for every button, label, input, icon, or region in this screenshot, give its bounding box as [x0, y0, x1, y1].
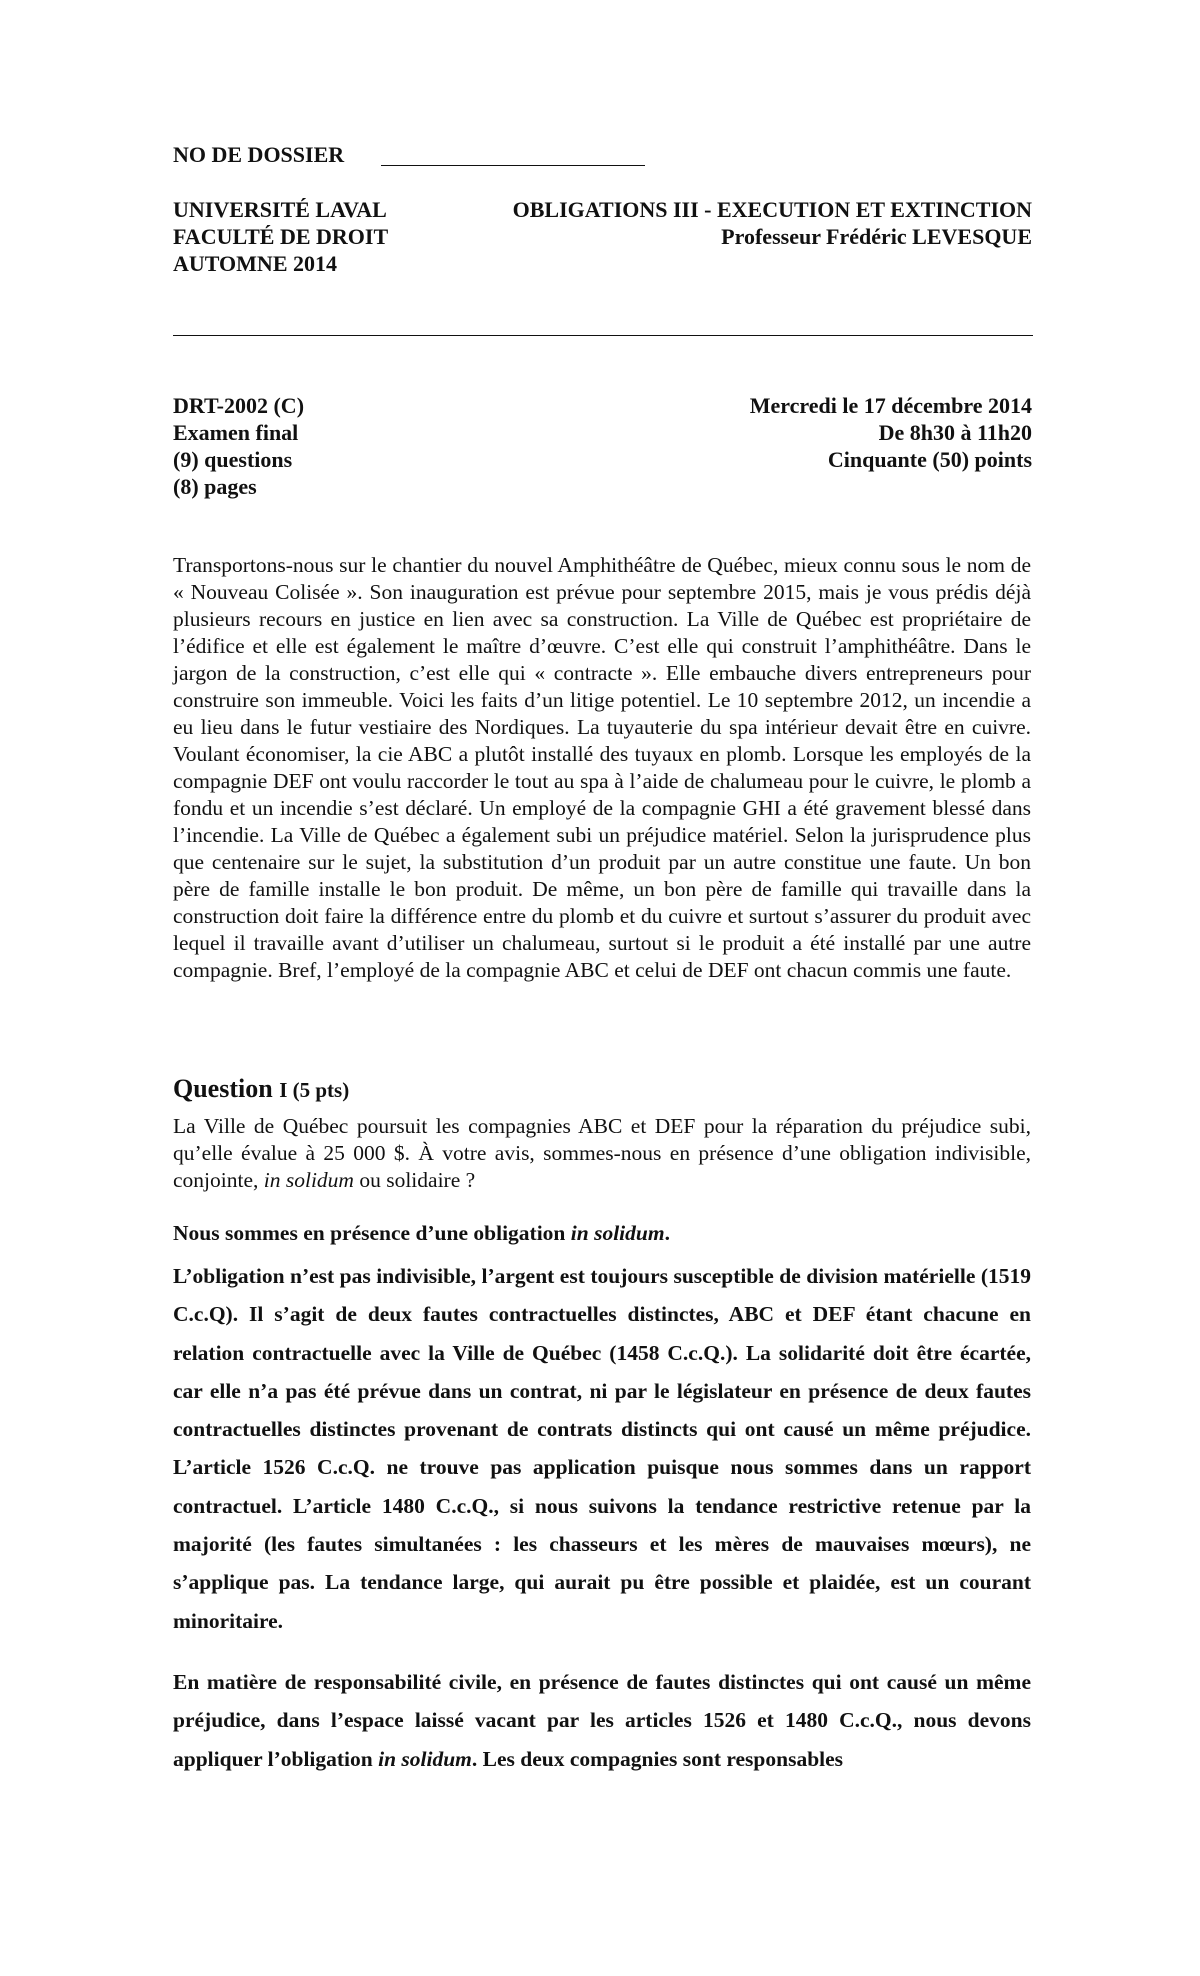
question-heading: [173, 1074, 349, 1104]
exam-info-right: [750, 392, 1032, 473]
semester: AUTOMNE 2014: [173, 251, 337, 276]
question-count: (9) questions: [173, 447, 293, 472]
exam-type: Examen final: [173, 420, 299, 445]
course-block: [513, 196, 1032, 250]
faculty-name: FACULTÉ DE DROIT: [173, 224, 389, 249]
answer-paragraph-1: L’obligation n’est pas indivisible, l’argent est toujours susceptible de division matérielle (1519 C.c.Q). Il s’agit de deux fautes contractuelles distinctes, ABC et DEF étant chacune en relation contractuelle avec la Ville de Québec (1458 C.c.Q.). La solidarité doit être écartée, car elle n’a pas été prévue dans un contrat, ni par le législateur en présence de deux fautes contractuelles distinctes provenant de contrats distincts qui ont causé un même préjudice. L’article 1526 C.c.Q. ne trouve pas application puisque nous sommes dans un rapport contractuel. L’article 1480 C.c.Q., si nous suivons la tendance restrictive retenue par la majorité (les fautes simultanées : les chasseurs et les mères de mauvaises mœurs), ne s’applique pas. La tendance large, qui aurait pu être possible et plaidée, est un courant minoritaire.: [173, 1264, 1031, 1633]
question-label: Question: [173, 1074, 273, 1103]
exam-time: De 8h30 à 11h20: [878, 420, 1032, 445]
answer-p2-italic: in solidum: [378, 1746, 472, 1771]
answer-lead-italic: in solidum: [570, 1221, 665, 1245]
question-text: [173, 1113, 1031, 1194]
university-name: UNIVERSITÉ LAVAL: [173, 197, 387, 222]
course-code: DRT-2002 (C): [173, 393, 305, 418]
question-text-italic: in solidum: [263, 1168, 354, 1192]
page-count: (8) pages: [173, 474, 257, 499]
answer-lead-end: .: [664, 1221, 670, 1245]
course-title: OBLIGATIONS III - EXECUTION ET EXTINCTION: [512, 197, 1032, 222]
answer-lead: [173, 1220, 1031, 1247]
case-facts-paragraph: Transportons-nous sur le chantier du nouvel Amphithéâtre de Québec, mieux connu sous le nom de « Nouveau Colisée ». Son inauguration est prévue pour septembre 2015, mais je vous prédis déjà plusieurs recours en justice en lien avec sa construction. La Ville de Québec est propriétaire de l’édifice et elle est également le maître d’œuvre. C’est elle qui construit l’amphithéâtre. Dans le jargon de la construction, c’est elle qui « contracte ». Elle embauche divers entrepreneurs pour construire son immeuble. Voici les faits d’un litige potentiel. Le 10 septembre 2012, un incendie a eu lieu dans le futur vestiaire des Nordiques. La tuyauterie du spa intérieur devait être en cuivre. Voulant économiser, la cie ABC a plutôt installé des tuyaux en plomb. Lorsque les employés de la compagnie DEF ont voulu raccorder le tout au spa à l’aide de chalumeau pour le cuivre, le plomb a fondu et un incendie s’est déclaré. Un employé de la compagnie GHI a été gravement blessé dans l’incendie. La Ville de Québec a également subi un préjudice matériel. Selon la jurisprudence plus que centenaire sur le sujet, la substitution d’un produit par un autre constitue une faute. Un bon père de famille installe le bon produit. De même, un bon père de famille qui travaille dans la construction doit faire la différence entre du plomb et du cuivre et surtout s’assurer du produit avec lequel il travaille avant d’utiliser un chalumeau, surtout si le produit a été installé par une autre compagnie. Bref, l’employé de la compagnie ABC et celui de DEF ont chacun commis une faute.: [173, 553, 1031, 982]
exam-info-left: [173, 392, 304, 500]
university-block: [173, 196, 388, 277]
dossier-label: NO DE DOSSIER: [173, 142, 345, 167]
exam-points: Cinquante (50) points: [827, 447, 1032, 472]
question-text-main: La Ville de Québec poursuit les compagnies ABC et DEF pour la réparation du préjudice subi, qu’elle évalue à 25 000 $. À votre avis, sommes-nous en présence d’une obligation indivisible, conjointe,: [173, 1114, 1031, 1192]
header-divider: [173, 335, 1033, 336]
question-number: I (5 pts): [279, 1078, 350, 1102]
dossier-number-blank[interactable]: [381, 165, 645, 166]
answer-lead-main: Nous sommes en présence d’une obligation: [173, 1221, 566, 1245]
answer-p2-main: En matière de responsabilité civile, en présence de fautes distinctes qui ont causé un même préjudice, dans l’espace laissé vacant par les articles 1526 et 1480 C.c.Q., nous devons appliquer l’obligation: [173, 1670, 1031, 1771]
answer-p2-end: . Les deux compagnies sont responsables: [471, 1746, 844, 1771]
professor-name: Professeur Frédéric LEVESQUE: [721, 224, 1032, 249]
answer-paragraph-2: [173, 1663, 1031, 1778]
question-text-end: ou solidaire ?: [359, 1168, 476, 1192]
exam-date: Mercredi le 17 décembre 2014: [749, 393, 1032, 418]
